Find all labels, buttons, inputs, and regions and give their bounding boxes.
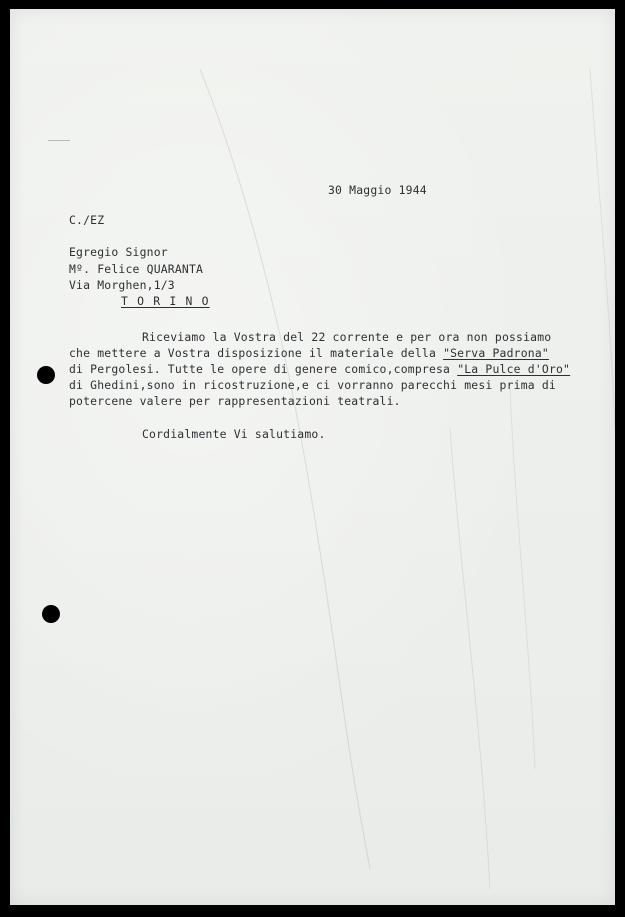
paper-creases xyxy=(10,9,615,905)
body-line-3 xyxy=(69,364,570,375)
body-line-2-text: che mettere a Vostra disposizione il materiale della xyxy=(69,346,444,360)
punch-hole-bottom xyxy=(42,605,60,623)
opera-title-serva-padrona: "Serva Padrona" xyxy=(443,346,549,360)
body-line-1: Riceviamo la Vostra del 22 corrente e per ora non possiamo xyxy=(142,330,552,344)
closing-line: Cordialmente Vi salutiamo. xyxy=(142,427,326,441)
letter-page xyxy=(10,9,615,905)
opera-title-pulce-doro: "La Pulce d'Oro" xyxy=(457,362,571,376)
reference-code: C./EZ xyxy=(69,213,105,227)
body-line-5: potercene valere per rappresentazioni teatrali. xyxy=(69,394,401,408)
punch-hole-top xyxy=(37,366,55,384)
recipient-street: Via Morghen,1/3 xyxy=(69,278,175,292)
body-line-3-text: di Pergolesi. Tutte le opere di genere comico,compresa xyxy=(69,362,458,376)
recipient-name: Mº. Felice QUARANTA xyxy=(69,262,204,276)
body-line-2 xyxy=(69,348,549,359)
letter-date: 30 Maggio 1944 xyxy=(328,183,427,197)
recipient-salutation: Egregio Signor xyxy=(69,245,168,259)
body-line-4: di Ghedini,sono in ricostruzione,e ci vorranno parecchi mesi prima di xyxy=(69,378,556,392)
recipient-city: T O R I N O xyxy=(121,294,210,308)
